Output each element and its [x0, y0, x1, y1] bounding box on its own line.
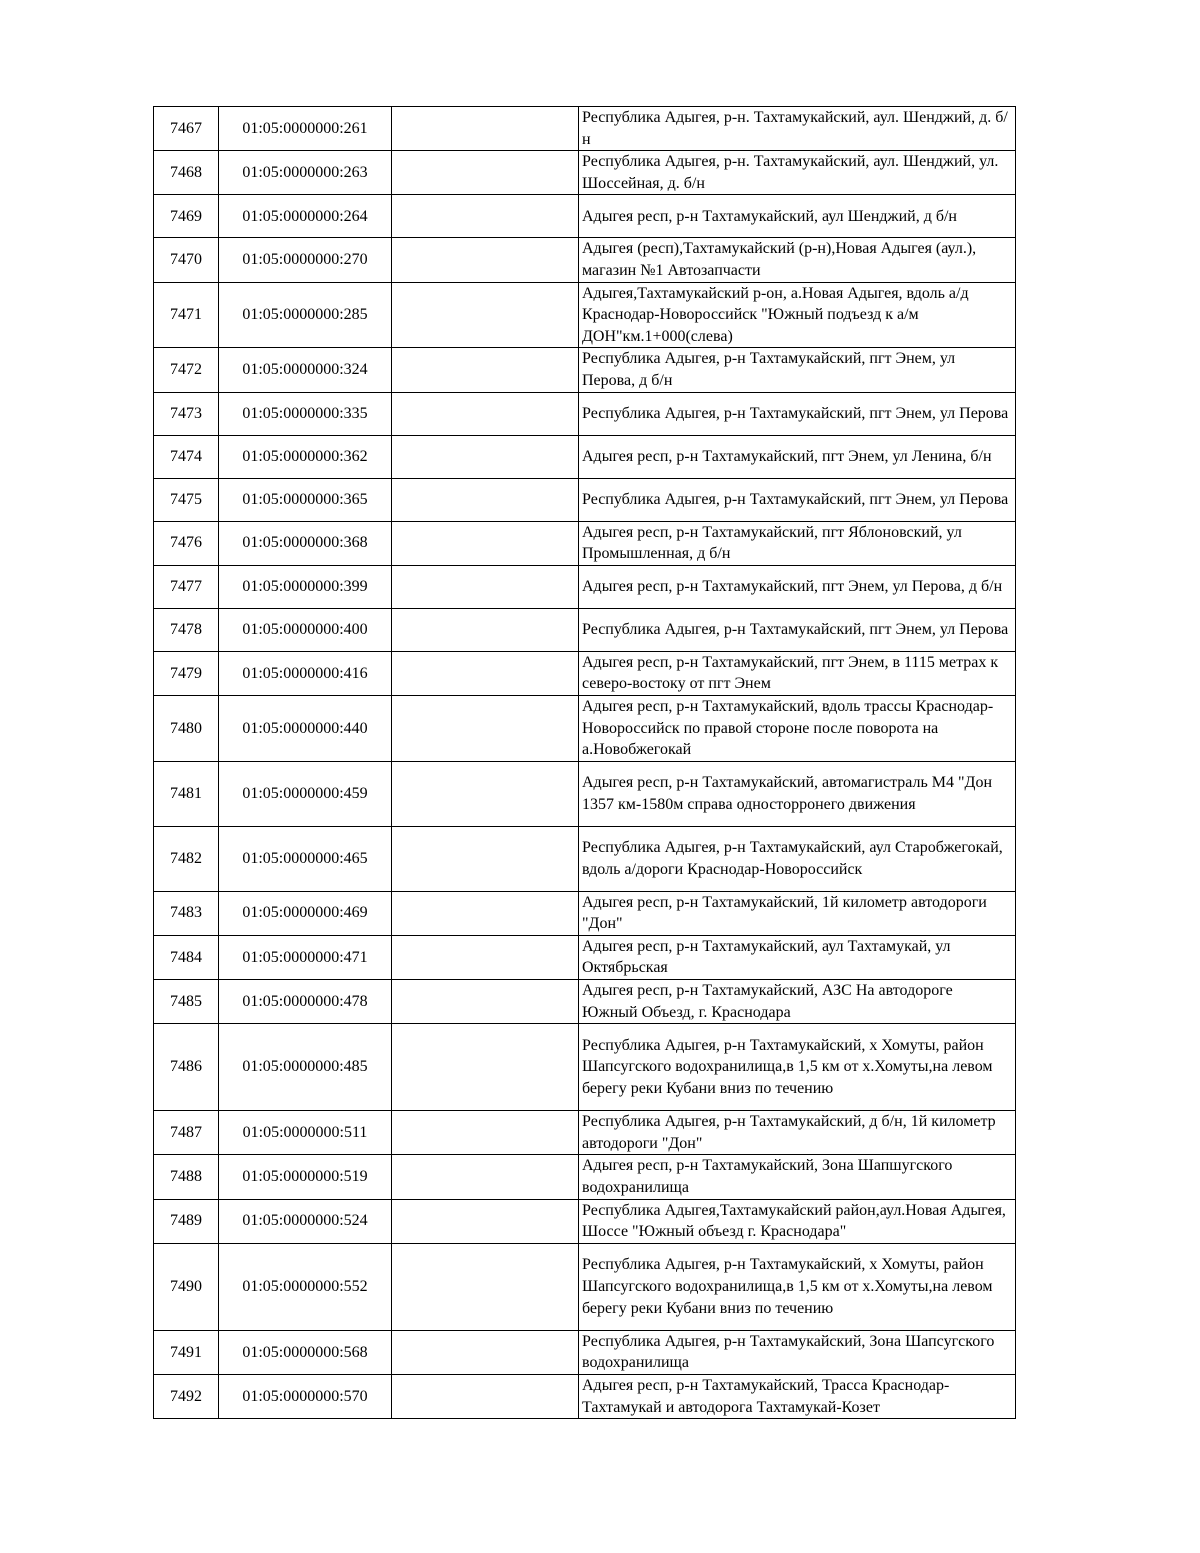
cadastral-number: 01:05:0000000:261 [219, 107, 392, 151]
row-number: 7477 [154, 565, 219, 608]
object-name [392, 348, 579, 392]
row-number: 7474 [154, 435, 219, 478]
cadastral-number: 01:05:0000000:264 [219, 195, 392, 238]
cadastral-number: 01:05:0000000:511 [219, 1111, 392, 1155]
cadastral-number: 01:05:0000000:440 [219, 695, 392, 761]
cadastral-number: 01:05:0000000:570 [219, 1375, 392, 1419]
cadastral-number: 01:05:0000000:469 [219, 891, 392, 935]
table-row [154, 1024, 1016, 1111]
row-number: 7480 [154, 695, 219, 761]
cadastral-number: 01:05:0000000:568 [219, 1330, 392, 1374]
object-name [392, 935, 579, 979]
object-name [392, 1199, 579, 1243]
object-name [392, 282, 579, 348]
cadastral-number: 01:05:0000000:270 [219, 238, 392, 282]
address: Адыгея респ, р-н Тахтамукайский, пгт Яблоновский, ул Промышленная, д б/н [579, 521, 1016, 565]
object-name [392, 651, 579, 695]
cadastral-number: 01:05:0000000:399 [219, 565, 392, 608]
table-row [154, 195, 1016, 238]
cadastral-number: 01:05:0000000:552 [219, 1243, 392, 1330]
address: Адыгея респ, р-н Тахтамукайский, пгт Энем, ул Перова, д б/н [579, 565, 1016, 608]
object-name [392, 107, 579, 151]
row-number: 7472 [154, 348, 219, 392]
address: Адыгея респ, р-н Тахтамукайский, пгт Энем, ул Ленина, б/н [579, 435, 1016, 478]
row-number: 7490 [154, 1243, 219, 1330]
cadastral-number: 01:05:0000000:368 [219, 521, 392, 565]
object-name [392, 980, 579, 1024]
row-number: 7485 [154, 980, 219, 1024]
address: Адыгея респ, р-н Тахтамукайский, пгт Энем, в 1115 метрах к северо-востоку от пгт Энем [579, 651, 1016, 695]
address: Республика Адыгея, р-н Тахтамукайский, пгт Энем, ул Перова [579, 608, 1016, 651]
cadastral-number: 01:05:0000000:524 [219, 1199, 392, 1243]
cadastral-number: 01:05:0000000:365 [219, 478, 392, 521]
row-number: 7476 [154, 521, 219, 565]
row-number: 7469 [154, 195, 219, 238]
address: Республика Адыгея, р-н Тахтамукайский, д б/н, 1й километр автодороги "Дон" [579, 1111, 1016, 1155]
cadastral-number: 01:05:0000000:400 [219, 608, 392, 651]
object-name [392, 826, 579, 891]
table-row [154, 826, 1016, 891]
row-number: 7468 [154, 151, 219, 195]
object-name [392, 761, 579, 826]
address: Республика Адыгея, р-н Тахтамукайский, х Хомуты, район Шапсугского водохранилища,в 1,5 км от х.Хомуты,на левом берегу реки Кубани вниз по течению [579, 1024, 1016, 1111]
cadastral-number: 01:05:0000000:335 [219, 392, 392, 435]
registry-table-body [154, 107, 1016, 1419]
cadastral-number: 01:05:0000000:263 [219, 151, 392, 195]
cadastral-number: 01:05:0000000:471 [219, 935, 392, 979]
address: Адыгея респ, р-н Тахтамукайский, АЗС На автодороге Южный Объезд, г. Краснодара [579, 980, 1016, 1024]
object-name [392, 478, 579, 521]
row-number: 7491 [154, 1330, 219, 1374]
address: Республика Адыгея, р-н Тахтамукайский, х Хомуты, район Шапсугского водохранилища,в 1,5 км от х.Хомуты,на левом берегу реки Кубани вниз по течению [579, 1243, 1016, 1330]
row-number: 7481 [154, 761, 219, 826]
table-row [154, 348, 1016, 392]
address: Адыгея (респ),Тахтамукайский (р-н),Новая Адыгея (аул.), магазин №1 Автозапчасти [579, 238, 1016, 282]
cadastral-number: 01:05:0000000:285 [219, 282, 392, 348]
cadastral-number: 01:05:0000000:459 [219, 761, 392, 826]
cadastral-number: 01:05:0000000:324 [219, 348, 392, 392]
row-number: 7470 [154, 238, 219, 282]
object-name [392, 392, 579, 435]
address: Республика Адыгея, р-н Тахтамукайский, пгт Энем, ул Перова [579, 478, 1016, 521]
cadastral-number: 01:05:0000000:465 [219, 826, 392, 891]
row-number: 7479 [154, 651, 219, 695]
row-number: 7478 [154, 608, 219, 651]
table-row [154, 1199, 1016, 1243]
table-row [154, 392, 1016, 435]
object-name [392, 565, 579, 608]
address: Адыгея респ, р-н Тахтамукайский, автомагистраль М4 "Дон 1357 км-1580м справа односторронего движения [579, 761, 1016, 826]
object-name [392, 521, 579, 565]
cadastral-number: 01:05:0000000:519 [219, 1155, 392, 1199]
row-number: 7467 [154, 107, 219, 151]
object-name [392, 151, 579, 195]
object-name [392, 695, 579, 761]
object-name [392, 1111, 579, 1155]
address: Республика Адыгея, р-н Тахтамукайский, пгт Энем, ул Перова, д б/н [579, 348, 1016, 392]
table-row [154, 935, 1016, 979]
registry-table [153, 106, 1016, 1419]
cadastral-number: 01:05:0000000:416 [219, 651, 392, 695]
row-number: 7492 [154, 1375, 219, 1419]
row-number: 7488 [154, 1155, 219, 1199]
address: Республика Адыгея, р-н Тахтамукайский, пгт Энем, ул Перова [579, 392, 1016, 435]
address: Адыгея респ, р-н Тахтамукайский, Трасса Краснодар-Тахтамукай и автодорога Тахтамукай-Козет [579, 1375, 1016, 1419]
object-name [392, 1330, 579, 1374]
cadastral-number: 01:05:0000000:362 [219, 435, 392, 478]
object-name [392, 238, 579, 282]
object-name [392, 195, 579, 238]
address: Адыгея,Тахтамукайский р-он, а.Новая Адыгея, вдоль а/д Краснодар-Новороссийск "Южный подъезд к а/м ДОН"км.1+000(слева) [579, 282, 1016, 348]
object-name [392, 1024, 579, 1111]
row-number: 7489 [154, 1199, 219, 1243]
table-row [154, 761, 1016, 826]
object-name [392, 608, 579, 651]
table-row [154, 478, 1016, 521]
row-number: 7484 [154, 935, 219, 979]
table-row [154, 238, 1016, 282]
object-name [392, 1243, 579, 1330]
address: Республика Адыгея, р-н Тахтамукайский, аул Старобжегокай, вдоль а/дороги Краснодар-Новороссийск [579, 826, 1016, 891]
address: Республика Адыгея, р-н Тахтамукайский, Зона Шапсугского водохранилища [579, 1330, 1016, 1374]
row-number: 7471 [154, 282, 219, 348]
table-row [154, 1375, 1016, 1419]
row-number: 7486 [154, 1024, 219, 1111]
table-row [154, 1155, 1016, 1199]
table-row [154, 1243, 1016, 1330]
table-row [154, 891, 1016, 935]
address: Адыгея респ, р-н Тахтамукайский, вдоль трассы Краснодар-Новороссийск по правой стороне после поворота на а.Новобжегокай [579, 695, 1016, 761]
table-row [154, 1111, 1016, 1155]
row-number: 7487 [154, 1111, 219, 1155]
cadastral-number: 01:05:0000000:478 [219, 980, 392, 1024]
table-row [154, 151, 1016, 195]
object-name [392, 1375, 579, 1419]
table-row [154, 435, 1016, 478]
address: Адыгея респ, р-н Тахтамукайский, аул Тахтамукай, ул Октябрьская [579, 935, 1016, 979]
address: Адыгея респ, р-н Тахтамукайский, аул Шенджий, д б/н [579, 195, 1016, 238]
address: Республика Адыгея,Тахтамукайский район,аул.Новая Адыгея, Шоссе "Южный объезд г. Краснодара" [579, 1199, 1016, 1243]
table-row [154, 521, 1016, 565]
object-name [392, 891, 579, 935]
row-number: 7483 [154, 891, 219, 935]
table-row [154, 1330, 1016, 1374]
table-row [154, 282, 1016, 348]
row-number: 7473 [154, 392, 219, 435]
address: Адыгея респ, р-н Тахтамукайский, Зона Шапшугского водохранилища [579, 1155, 1016, 1199]
address: Адыгея респ, р-н Тахтамукайский, 1й километр автодороги "Дон" [579, 891, 1016, 935]
object-name [392, 1155, 579, 1199]
table-row [154, 608, 1016, 651]
row-number: 7482 [154, 826, 219, 891]
table-row [154, 107, 1016, 151]
table-row [154, 565, 1016, 608]
cadastral-number: 01:05:0000000:485 [219, 1024, 392, 1111]
address: Республика Адыгея, р-н. Тахтамукайский, аул. Шенджий, ул. Шоссейная, д. б/н [579, 151, 1016, 195]
table-row [154, 651, 1016, 695]
table-row [154, 695, 1016, 761]
address: Республика Адыгея, р-н. Тахтамукайский, аул. Шенджий, д. б/н [579, 107, 1016, 151]
object-name [392, 435, 579, 478]
row-number: 7475 [154, 478, 219, 521]
table-row [154, 980, 1016, 1024]
